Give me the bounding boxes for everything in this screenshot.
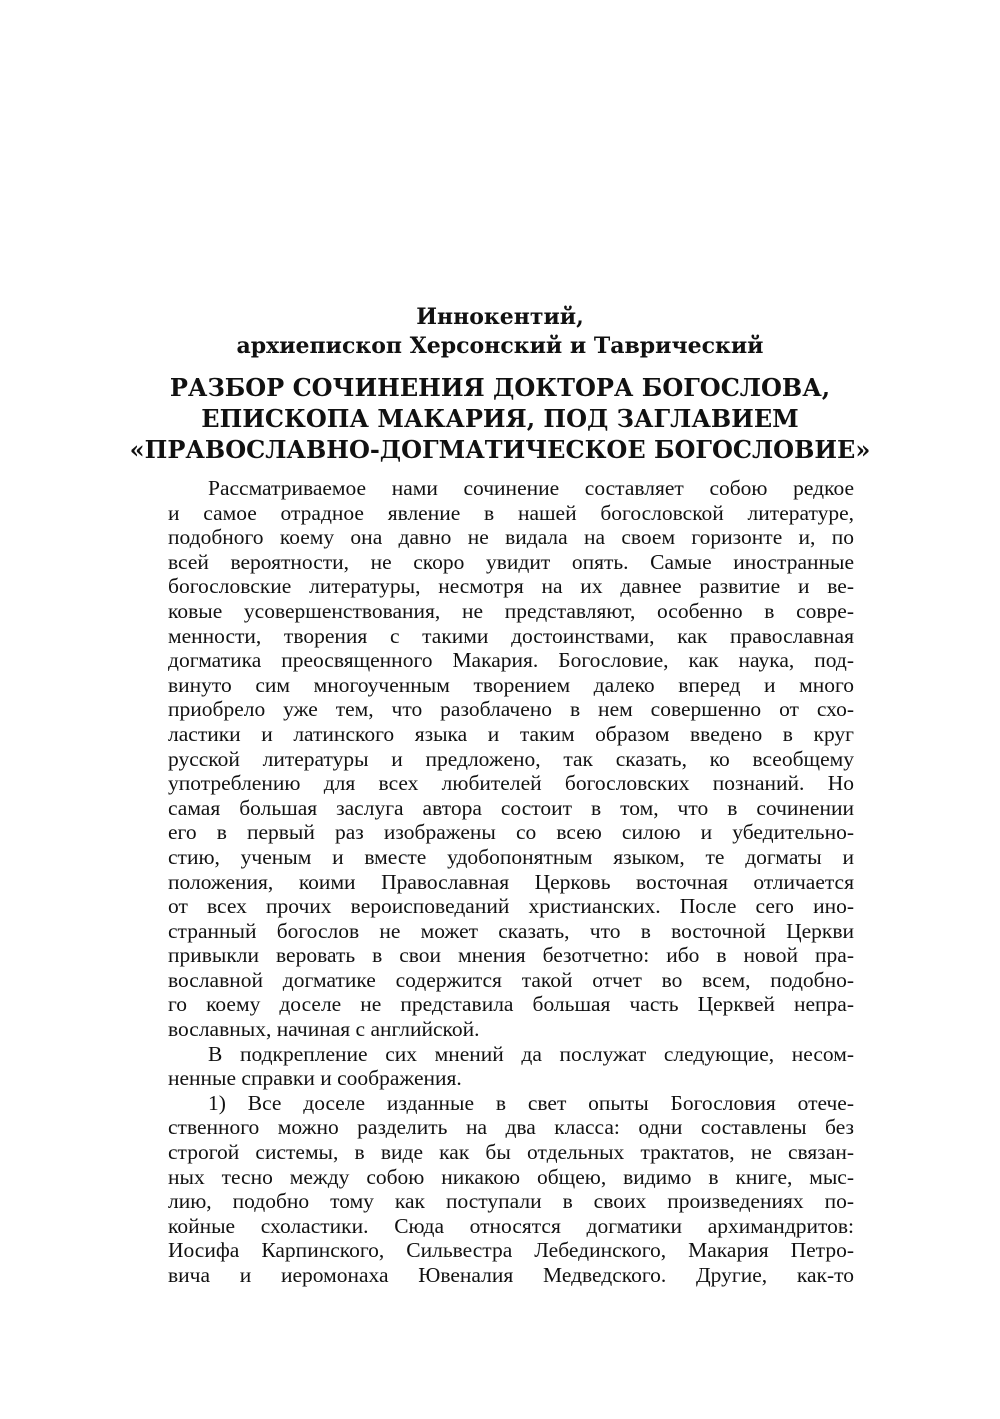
text-line: менности, творения с такими достоинствами, как православная: [168, 623, 854, 648]
text-line: ковые усовершенствования, не представляют, особенно в совре-: [168, 598, 854, 623]
text-line: самая большая заслуга автора состоит в том, что в сочинении: [168, 795, 854, 820]
title-line: РАЗБОР СОЧИНЕНИЯ ДОКТОРА БОГОСЛОВА,: [169, 373, 831, 402]
document-title: [0, 372, 1000, 465]
text-line: ных тесно между собою никакою общею, видимо в книге, мыс-: [168, 1164, 854, 1189]
text-line: В подкрепление сих мнений да послужат следующие, несом-: [208, 1041, 854, 1066]
text-line: богословские литературы, несмотря на их давнее развитие и ве-: [168, 574, 854, 599]
text-line: положения, коими Православная Церковь восточная отличается: [168, 869, 854, 894]
text-line: ненные справки и соображения.: [168, 1066, 462, 1091]
text-line: ластики и латинского языка и таким образом введено в круг: [168, 721, 854, 746]
text-line: странный богослов не может сказать, что в восточной Церкви: [168, 918, 854, 943]
text-line: Иосифа Карпинского, Сильвестра Лебединского, Макария Петро-: [168, 1238, 854, 1263]
text-line: всей вероятности, не скоро увидит опять. Самые иностранные: [168, 549, 854, 574]
text-line: вославных, начиная с английской.: [168, 1017, 480, 1042]
text-line: Рассматриваемое нами сочинение составляет собою редкое: [208, 476, 854, 500]
text-line: вича и иеромонаха Ювеналия Медведского. Другие, как-то: [168, 1263, 854, 1287]
author-title: архиепископ Херсонский и Таврический: [236, 333, 764, 359]
text-line: строгой системы, в виде как бы отдельных трактатов, не связан-: [168, 1140, 854, 1165]
text-line: догматика преосвященного Макария. Богословие, как наука, под-: [168, 648, 854, 673]
text-line: русской литературы и предложено, так сказать, ко всеобщему: [168, 746, 854, 771]
text-line: и самое отрадное явление в нашей богословской литературе,: [168, 500, 854, 525]
title-line: ЕПИСКОПА МАКАРИЯ, ПОД ЗАГЛАВИЕМ: [201, 404, 799, 433]
author-name: Иннокентий,: [416, 304, 584, 330]
title-line: «ПРАВОСЛАВНО-ДОГМАТИЧЕСКОЕ БОГОСЛОВИЕ»: [129, 435, 871, 464]
body-text: [168, 476, 854, 1288]
text-line: его в первый раз изображены со всею силою и убедительно-: [168, 820, 854, 845]
author-block: [0, 303, 1000, 361]
text-line: винуто сим многоученным творением далеко вперед и много: [168, 672, 854, 697]
text-line: употреблению для всех любителей богословских познаний. Но: [168, 771, 854, 796]
text-line: го коему доселе не представила большая часть Церквей непра-: [168, 992, 854, 1017]
text-line: приобрело уже тем, что разоблачено в нем совершенно от схо-: [168, 697, 854, 722]
text-line: койные схоластики. Сюда относятся догматики архимандритов:: [168, 1213, 854, 1238]
text-line: 1) Все доселе изданные в свет опыты Богословия отече-: [208, 1090, 854, 1115]
text-line: привыкли веровать в свои мнения безотчетно: ибо в новой пра-: [168, 943, 854, 968]
text-line: стию, ученым и вместе удобопонятным языком, те догматы и: [168, 844, 854, 869]
text-line: ственного можно разделить на два класса: одни составлены без: [168, 1115, 854, 1140]
text-line: подобного коему она давно не видала на своем горизонте и, по: [168, 525, 854, 550]
text-line: вославной догматике содержится такой отчет во всем, подобно-: [168, 967, 854, 992]
text-line: от всех прочих вероисповеданий христианских. После сего ино-: [168, 894, 854, 919]
text-line: лию, подобно тому как поступали в своих произведениях по-: [168, 1189, 854, 1214]
